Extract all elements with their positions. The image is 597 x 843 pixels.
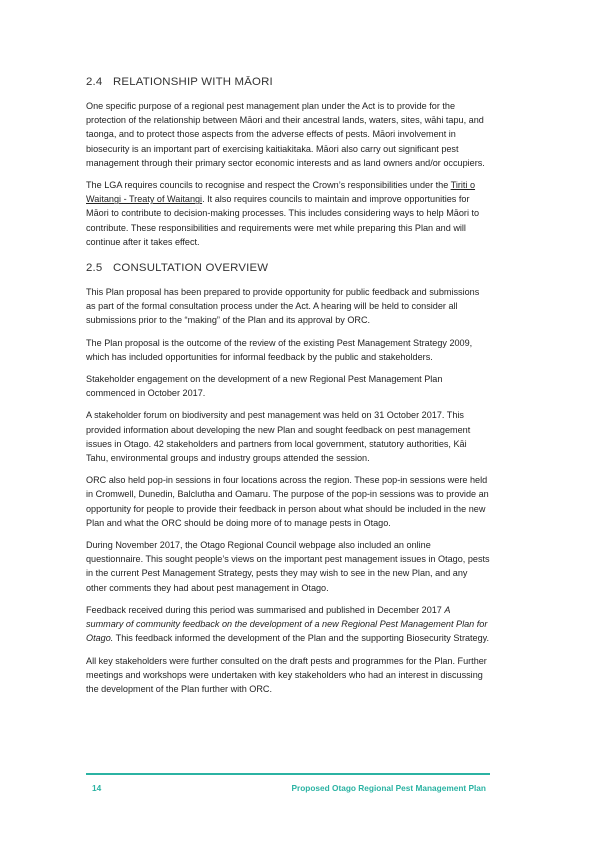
section-heading-2-4 bbox=[86, 74, 490, 90]
section-heading-2-5 bbox=[86, 260, 490, 276]
paragraph: Stakeholder engagement on the development of a new Regional Pest Management Plan commenced in October 2017. bbox=[86, 374, 443, 399]
paragraph bbox=[86, 603, 490, 646]
page-number: 14 bbox=[92, 783, 102, 793]
paragraph-text: The LGA requires councils to recognise and respect the Crown’s responsibilities under the bbox=[86, 180, 451, 191]
section-title: RELATIONSHIP WITH MĀORI bbox=[113, 76, 273, 88]
paragraph-text: Feedback received during this period was summarised and published in December 2017 bbox=[86, 604, 445, 615]
footer-divider bbox=[86, 773, 490, 775]
section-number: 2.4 bbox=[86, 76, 103, 88]
page-body bbox=[86, 74, 490, 696]
paragraph bbox=[86, 178, 490, 249]
paragraph-text: This feedback informed the development of the Plan and the supporting Biosecurity Strategy. bbox=[113, 633, 490, 644]
footer-document-title: Proposed Otago Regional Pest Management Plan bbox=[291, 783, 486, 793]
paragraph-text: . It also requires councils to maintain and improve opportunities for Māori to contribute to decision-making processes. This includes considering ways to help Māori to contribute. These responsibilities and requirements were met while preparing this Plan and will continue after it takes effect. bbox=[86, 194, 480, 247]
publication-title: A summary of community feedback on the development of a new Regional Pest Management Plan for Otago. bbox=[86, 604, 488, 644]
paragraph: The Plan proposal is the outcome of the review of the existing Pest Management Strategy 2009, which has included opportunities for informal feedback by the public and stakeholders. bbox=[86, 337, 473, 362]
paragraph: During November 2017, the Otago Regional Council webpage also included an online questionnaire. This sought people’s views on the important pest management issues in Otago, pests in the current Pest Management Strategy, pests they may wish to see in the new Plan, and any other comments they had about pest management in Otago. bbox=[86, 540, 490, 593]
paragraph: A stakeholder forum on biodiversity and pest management was held on 31 October 2017. This provided information about developing the new Plan and sought feedback on pest management issues in Otago. 42 stakeholders and partners from local government, statutory authorities, Kāi Tahu, environmental groups and industry groups attended the session. bbox=[86, 410, 471, 464]
section-number: 2.5 bbox=[86, 262, 103, 275]
section-title: CONSULTATION OVERVIEW bbox=[113, 262, 269, 275]
paragraph: This Plan proposal has been prepared to provide opportunity for public feedback and submissions as part of the formal consultation process under the Act. A hearing will be held to consider all submissions prior to the “making” of the Plan and its approval by ORC. bbox=[86, 287, 480, 326]
paragraph: ORC also held pop-in sessions in four locations across the region. These pop-in sessions were held in Cromwell, Dunedin, Balclutha and Oamaru. The purpose of the pop-in sessions was to provide an opportunity for people to provide their feedback in person about what should be included in the new Plan and what the ORC should be doing more of to manage pests in Otago. bbox=[86, 475, 489, 528]
treaty-link[interactable]: Tiriti o Waitangi - Treaty of Waitangi bbox=[86, 180, 476, 205]
paragraph: All key stakeholders were further consulted on the draft pests and programmes for the Plan. Further meetings and workshops were undertaken with key stakeholders who had an interest in discussing the development of the Plan further with ORC. bbox=[86, 655, 487, 694]
paragraph: One specific purpose of a regional pest management plan under the Act is to provide for the protection of the relationship between Māori and their ancestral lands, waters, sites, wāhi tapu, and taonga, and to protect those aspects from the adverse effects of pests. Māori involvement in biosecurity is an important part of exercising kaitiakitaka. Māori also carry out significant pest management through their primary sector economic interests and as land owners and/or occupiers. bbox=[86, 101, 485, 168]
